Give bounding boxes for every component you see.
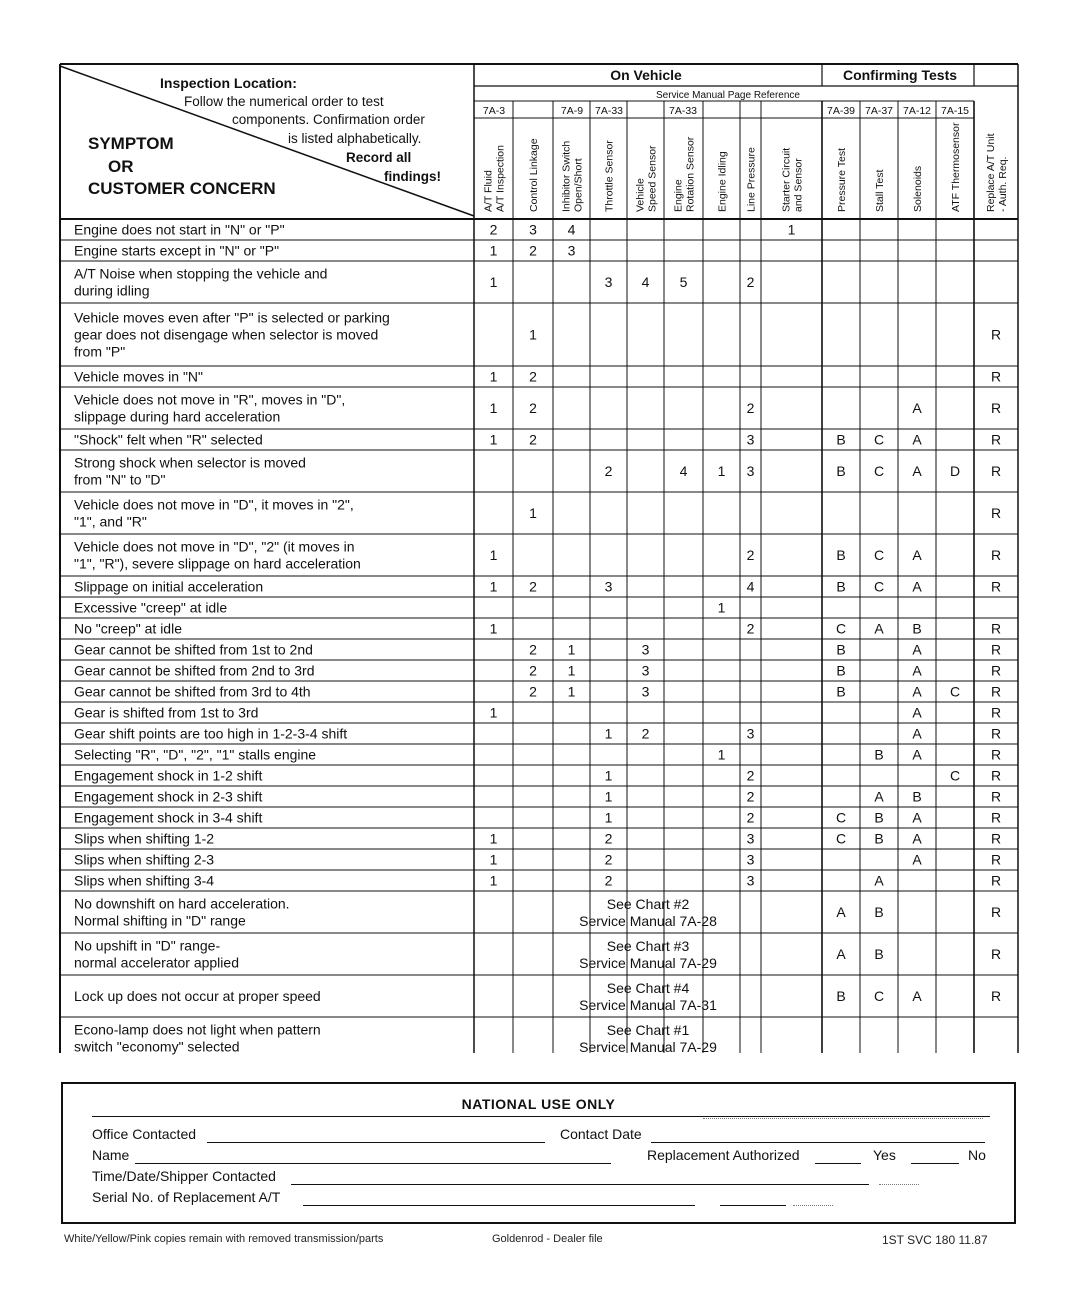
cell-value: R: [990, 988, 1002, 1004]
cell-value: 1: [529, 505, 537, 521]
footer-copies-note: White/Yellow/Pink copies remain with removed transmission/parts: [64, 1233, 384, 1245]
cell-value: 1: [489, 872, 498, 889]
symptom-text: during idling: [74, 282, 150, 299]
cell-value: R: [990, 830, 1002, 847]
column-header: Speed Sensor: [646, 145, 659, 212]
cell-value: 2: [489, 221, 498, 238]
cell-value: R: [990, 431, 1002, 448]
cell-value: 3: [604, 274, 613, 290]
symptom-text: Vehicle moves in "N": [74, 368, 203, 385]
symptom-text: Engagement shock in 2-3 shift: [74, 788, 263, 805]
cell-value: A: [912, 547, 922, 563]
cell-value: 2: [604, 851, 613, 868]
cell-value: C: [835, 809, 847, 826]
column-header: Pressure Test: [836, 148, 848, 212]
cell-value: 3: [567, 242, 576, 259]
symptom-text: Engagement shock in 1-2 shift: [74, 767, 263, 784]
symptom-text: Slippage on initial acceleration: [74, 578, 264, 595]
column-header: Throttle Sensor: [603, 140, 616, 212]
cell-value: R: [990, 683, 1002, 700]
cell-value: R: [990, 662, 1002, 679]
name-field[interactable]: [135, 1163, 611, 1164]
cell-value: C: [873, 463, 885, 479]
cell-value: 1: [604, 809, 613, 826]
office-contacted-label: Office Contacted: [92, 1126, 197, 1142]
column-header: Starter Circuit: [780, 147, 793, 212]
cell-value: R: [990, 547, 1002, 563]
cell-value: A: [874, 788, 884, 805]
column-header: Inhibitor Switch: [560, 140, 573, 212]
cell-value: R: [990, 809, 1002, 826]
cell-value: A: [912, 746, 922, 763]
cell-value: 2: [529, 662, 537, 679]
cell-value: A: [912, 431, 922, 448]
inspection-title: Inspection Location:: [160, 75, 297, 91]
on-vehicle-label: On Vehicle: [610, 67, 682, 83]
cell-value: 2: [604, 463, 613, 479]
instruction-line: components. Confirmation order: [232, 112, 425, 127]
symptom-text: Normal shifting in "D" range: [74, 912, 246, 929]
page-ref: 7A-39: [826, 105, 856, 117]
column-header: - Auth. Req.: [997, 156, 1009, 212]
column-header: Line Pressure: [745, 147, 758, 212]
symptom-text: Gear is shifted from 1st to 3rd: [74, 704, 259, 721]
cell-value: R: [990, 578, 1002, 595]
cell-value: R: [990, 946, 1002, 962]
no-label: No: [968, 1147, 986, 1163]
column-headers: [483, 122, 1010, 212]
symptom-text: No downshift on hard acceleration.: [74, 895, 290, 912]
cell-value: B: [836, 988, 846, 1004]
cell-value: 1: [717, 463, 726, 479]
cell-value: A: [912, 851, 922, 868]
cell-value: A: [874, 620, 884, 637]
yes-field[interactable]: [815, 1163, 861, 1164]
cell-value: 2: [746, 788, 755, 805]
page-ref: 7A-15: [940, 105, 970, 117]
symptom-text: Vehicle does not move in "D", "2" (it moves in: [74, 538, 355, 555]
cell-value: 2: [746, 274, 755, 290]
cell-value: 1: [489, 620, 498, 637]
column-header: A/T Fluid: [482, 170, 495, 212]
serial-field[interactable]: [303, 1205, 695, 1206]
cell-value: C: [873, 578, 885, 595]
cell-value: D: [949, 463, 961, 479]
cell-value: A: [912, 641, 922, 658]
cell-value: 4: [679, 463, 688, 479]
page-ref: 7A-33: [594, 105, 624, 117]
cell-value: C: [835, 830, 847, 847]
cell-value: 2: [529, 368, 537, 385]
symptom-text: from "P": [74, 343, 126, 360]
cell-value: A: [912, 725, 922, 742]
cell-value: 3: [641, 662, 650, 679]
cell-value: B: [836, 662, 846, 679]
cell-value: 1: [489, 851, 498, 868]
cell-value: 1: [489, 242, 498, 259]
title-rule: [92, 1116, 990, 1117]
cell-value: 1: [717, 746, 726, 763]
cell-value: A: [912, 704, 922, 721]
cell-value: R: [990, 872, 1002, 889]
cell-value: B: [836, 431, 846, 448]
symptom-text: Selecting "R", "D", "2", "1" stalls engine: [74, 746, 317, 763]
cell-value: R: [990, 641, 1002, 658]
symptom-text: Gear cannot be shifted from 3rd to 4th: [74, 683, 311, 700]
instruction-line: is listed alphabetically.: [288, 131, 422, 146]
cell-value: 3: [746, 725, 755, 742]
symptom-text: Excessive "creep" at idle: [74, 599, 228, 616]
cell-value: 4: [641, 274, 650, 290]
page-ref: 7A-9: [560, 105, 584, 117]
cell-value: 1: [489, 830, 498, 847]
cell-value: 1: [489, 400, 498, 416]
shipper-label: Time/Date/Shipper Contacted: [92, 1168, 276, 1184]
cell-value: B: [874, 809, 884, 826]
cell-value: A: [912, 400, 922, 416]
cell-value: 1: [529, 326, 537, 343]
national-use-box: [61, 1082, 1016, 1224]
cell-value: 1: [567, 662, 576, 679]
cell-value: 2: [529, 578, 537, 595]
symptom-text: Slips when shifting 1-2: [74, 830, 215, 847]
cell-value: R: [990, 746, 1002, 763]
symptom-text: Slips when shifting 3-4: [74, 872, 215, 889]
cell-value: C: [949, 767, 961, 784]
no-field[interactable]: [911, 1163, 959, 1164]
cell-value: B: [874, 830, 884, 847]
cell-value: C: [949, 683, 961, 700]
symptom-text: Gear cannot be shifted from 1st to 2nd: [74, 641, 313, 658]
cell-value: 2: [604, 872, 613, 889]
symptom-text: gear does not disengage when selector is moved: [74, 326, 379, 343]
cell-value: 1: [567, 641, 576, 658]
cell-value: B: [874, 946, 884, 962]
cell-value: C: [873, 988, 885, 1004]
cell-value: 2: [529, 683, 537, 700]
serial-field-extra[interactable]: [720, 1205, 786, 1206]
cell-value: A: [912, 683, 922, 700]
dotted-rule: [703, 1118, 983, 1119]
symptom-text: No upshift in "D" range-: [74, 937, 221, 954]
cell-value: R: [990, 505, 1002, 521]
symptom-text: Engagement shock in 3-4 shift: [74, 809, 263, 826]
cell-value: R: [990, 400, 1002, 416]
cell-value: B: [836, 641, 846, 658]
cell-value: 1: [717, 599, 726, 616]
column-header: Engine Idling: [716, 151, 729, 212]
page-ref: 7A-3: [482, 105, 506, 117]
page-ref: 7A-33: [668, 105, 698, 117]
chart-body: [74, 222, 1001, 1056]
cell-value: R: [990, 704, 1002, 721]
yes-label: Yes: [873, 1147, 896, 1163]
cell-value: A: [912, 578, 922, 595]
symptom-text: Vehicle does not move in "D", it moves in "2",: [74, 496, 354, 513]
cell-value: 1: [489, 704, 498, 721]
symptom-text: A/T Noise when stopping the vehicle and: [74, 265, 328, 282]
symptom-header-line: CUSTOMER CONCERN: [88, 179, 276, 198]
symptom-text: Engine does not start in "N" or "P": [74, 221, 285, 238]
office-contacted-field[interactable]: [207, 1142, 545, 1143]
see-chart-note: Service Manual 7A-29: [579, 955, 717, 971]
cell-value: B: [836, 683, 846, 700]
column-header: Solenoids: [912, 165, 924, 212]
dotted-rule: [879, 1184, 919, 1185]
cell-value: 3: [641, 641, 650, 658]
cell-value: 4: [567, 221, 576, 238]
footer-goldenrod-note: Goldenrod - Dealer file: [492, 1233, 603, 1245]
cell-value: 1: [604, 788, 613, 805]
column-header: Replace A/T Unit: [985, 133, 997, 212]
cell-value: B: [912, 620, 922, 637]
symptom-text: Gear shift points are too high in 1-2-3-4 shift: [74, 725, 348, 742]
column-header: Stall Test: [874, 169, 886, 212]
cell-value: 2: [746, 767, 755, 784]
cell-value: 1: [489, 274, 498, 290]
national-use-title: NATIONAL USE ONLY: [461, 1096, 616, 1112]
service-manual-ref-label: Service Manual Page Reference: [656, 90, 800, 101]
symptom-text: Vehicle moves even after "P" is selected or parking: [74, 309, 390, 326]
column-header: A/T Inspection: [494, 145, 507, 212]
see-chart-note: See Chart #1: [606, 1022, 690, 1038]
column-header: Open/Short: [572, 158, 585, 212]
cell-value: 1: [489, 547, 498, 563]
cell-value: 2: [641, 725, 650, 742]
instruction-line: findings!: [384, 169, 441, 184]
instruction-line: Follow the numerical order to test: [184, 94, 384, 109]
cell-value: A: [912, 988, 922, 1004]
cell-value: C: [835, 620, 847, 637]
cell-value: R: [990, 851, 1002, 868]
cell-value: 2: [746, 547, 755, 563]
cell-value: 1: [604, 725, 613, 742]
symptom-text: Gear cannot be shifted from 2nd to 3rd: [74, 662, 315, 679]
serial-label: Serial No. of Replacement A/T: [92, 1189, 281, 1205]
column-header: Rotation Sensor: [684, 136, 697, 212]
cell-value: B: [836, 463, 846, 479]
page-ref: 7A-12: [902, 105, 932, 117]
cell-value: 3: [746, 830, 755, 847]
column-header: and Sensor: [792, 158, 805, 212]
cell-value: 3: [746, 431, 755, 448]
cell-value: A: [836, 904, 846, 920]
see-chart-note: Service Manual 7A-31: [579, 997, 717, 1013]
symptom-text: Lock up does not occur at proper speed: [74, 988, 321, 1004]
symptom-text: slippage during hard acceleration: [74, 408, 281, 425]
cell-value: R: [990, 620, 1002, 637]
column-header: Vehicle: [634, 178, 647, 212]
contact-date-label: Contact Date: [560, 1126, 642, 1142]
page-ref: 7A-37: [864, 105, 894, 117]
cell-value: 3: [746, 872, 755, 889]
symptom-text: Vehicle does not move in "R", moves in "D",: [74, 391, 346, 408]
cell-value: 2: [746, 809, 755, 826]
cell-value: R: [990, 904, 1002, 920]
cell-value: 3: [746, 463, 755, 479]
cell-value: B: [836, 547, 846, 563]
cell-value: A: [836, 946, 846, 962]
symptom-text: switch "economy" selected: [74, 1038, 240, 1055]
cell-value: B: [874, 746, 884, 763]
cell-value: R: [990, 788, 1002, 805]
cell-value: B: [836, 578, 846, 595]
cell-value: A: [912, 830, 922, 847]
cell-value: 3: [529, 221, 537, 238]
cell-value: B: [874, 904, 884, 920]
cell-value: R: [990, 463, 1002, 479]
column-header: Control Linkage: [528, 138, 540, 212]
symptom-text: "Shock" felt when "R" selected: [74, 431, 263, 448]
cell-value: A: [874, 872, 884, 889]
cell-value: A: [912, 809, 922, 826]
column-header: ATF Thermosensor: [950, 122, 962, 212]
see-chart-note: See Chart #4: [606, 980, 690, 996]
cell-value: B: [912, 788, 922, 805]
symptom-text: No "creep" at idle: [74, 620, 182, 637]
footer-form-number: 1ST SVC 180 11.87: [882, 1233, 988, 1247]
name-label: Name: [92, 1147, 130, 1163]
dotted-rule: [793, 1205, 833, 1206]
cell-value: 2: [746, 400, 755, 416]
symptom-text: Slips when shifting 2-3: [74, 851, 215, 868]
symptom-header-line: OR: [108, 157, 134, 176]
cell-value: 2: [604, 830, 613, 847]
shipper-field[interactable]: [291, 1184, 869, 1185]
cell-value: R: [990, 326, 1002, 343]
see-chart-note: Service Manual 7A-28: [579, 913, 717, 929]
symptom-text: from "N" to "D": [74, 471, 166, 488]
cell-value: 1: [489, 431, 498, 448]
cell-value: R: [990, 767, 1002, 784]
symptom-header-line: SYMPTOM: [88, 134, 174, 153]
cell-value: 1: [489, 578, 498, 595]
cell-value: A: [912, 662, 922, 679]
cell-value: 1: [604, 767, 613, 784]
cell-value: 2: [529, 431, 537, 448]
cell-value: 2: [529, 400, 537, 416]
cell-value: C: [873, 431, 885, 448]
instruction-line: Record all: [346, 150, 412, 165]
cell-value: R: [990, 725, 1002, 742]
cell-value: 3: [604, 578, 613, 595]
column-header: Engine: [672, 179, 685, 212]
cell-value: 2: [529, 641, 537, 658]
cell-value: 2: [529, 242, 537, 259]
symptom-text: Econo-lamp does not light when pattern: [74, 1021, 321, 1038]
replacement-authorized-label: Replacement Authorized: [647, 1147, 800, 1163]
cell-value: A: [912, 463, 922, 479]
symptom-text: normal accelerator applied: [74, 954, 239, 971]
contact-date-field[interactable]: [651, 1142, 985, 1143]
cell-value: 3: [746, 851, 755, 868]
symptom-text: Engine starts except in "N" or "P": [74, 242, 280, 259]
symptom-text: Strong shock when selector is moved: [74, 454, 306, 471]
symptom-text: "1", "R"), severe slippage on hard acceleration: [74, 555, 361, 572]
see-chart-note: See Chart #3: [606, 938, 690, 954]
cell-value: 1: [787, 221, 796, 238]
see-chart-note: Service Manual 7A-29: [579, 1039, 717, 1055]
cell-value: R: [990, 368, 1002, 385]
confirming-tests-label: Confirming Tests: [842, 67, 958, 83]
cell-value: 3: [641, 683, 650, 700]
see-chart-note: See Chart #2: [606, 896, 690, 912]
cell-value: C: [873, 547, 885, 563]
cell-value: 1: [567, 683, 576, 700]
symptom-text: "1", and "R": [74, 513, 147, 530]
cell-value: 4: [746, 578, 755, 595]
cell-value: 5: [679, 274, 688, 290]
cell-value: 2: [746, 620, 755, 637]
cell-value: 1: [489, 368, 498, 385]
